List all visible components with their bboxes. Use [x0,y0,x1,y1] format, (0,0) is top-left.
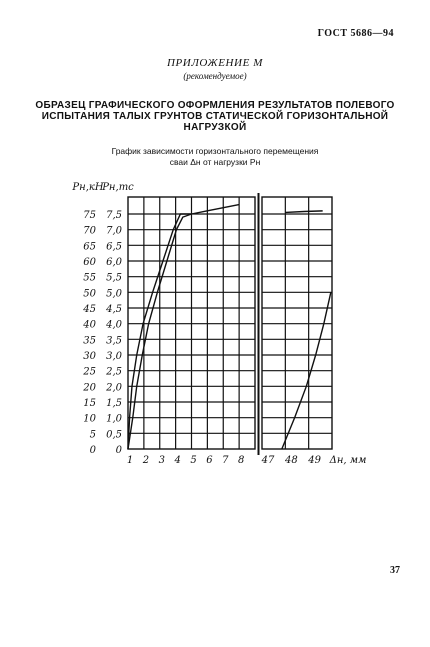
caption-line: сваи Δн от нагрузки Pн [169,157,261,167]
y-tick-label-tf: 7,5 [106,210,122,221]
title-line: ОБРАЗЕЦ ГРАФИЧЕСКОГО ОФОРМЛЕНИЯ РЕЗУЛЬТАТОВ ПОЛЕВОГО [35,100,395,111]
y-tick-label-tf: 6,5 [106,241,122,253]
y-tick-label-tf: 5,5 [106,272,122,284]
y-tick-label-tf: 2,5 [106,366,122,378]
x-axis-label: Δн, мм [329,455,367,466]
page-number: 37 [390,565,400,576]
title-line: НАГРУЗКОЙ [183,122,247,133]
y-tick-label-kn: 5 [89,429,96,441]
y-tick-label-tf: 3,5 [106,335,122,347]
y-tick-label-tf: 1,5 [106,398,122,409]
y-tick-label-kn: 30 [83,351,96,362]
y-tick-label-tf: 1,0 [106,413,122,425]
y-tick-label-tf: 3,0 [106,351,122,362]
y-tick-label-kn: 10 [83,413,96,425]
x-tick-label: 48 [284,455,298,466]
appendix-title: ПРИЛОЖЕНИЕ М [166,57,264,69]
y-tick-label-kn: 65 [83,241,96,253]
appendix-subtitle: (рекомендуемое) [183,71,247,81]
y-tick-label-tf: 4,0 [106,319,122,331]
y-tick-label-tf: 0 [115,445,122,456]
x-tick-label: 2 [142,455,150,466]
x-tick-label: 4 [174,455,181,466]
y-tick-label-tf: 2,0 [106,382,122,394]
y-tick-label-kn: 20 [83,382,96,394]
y-tick-label-tf: 5,0 [106,288,122,300]
y-axis-label-kn: Pн,кН [72,182,104,193]
x-tick-label: 3 [158,455,165,466]
x-tick-label: 8 [237,455,245,466]
y-tick-label-kn: 70 [83,225,96,237]
x-tick-label: 47 [261,455,275,466]
x-tick-label: 49 [308,455,322,466]
y-tick-label-kn: 35 [83,335,96,347]
title-line: ИСПЫТАНИЯ ТАЛЫХ ГРУНТОВ СТАТИЧЕСКОЙ ГОРИЗОНТАЛЬНОЙ [41,111,389,122]
y-tick-label-tf: 4,5 [106,304,122,315]
y-axis-label-tf: Pн,тс [102,182,134,193]
y-tick-label-kn: 55 [83,272,96,284]
y-tick-label-kn: 60 [83,257,96,268]
x-tick-label: 1 [126,455,134,466]
series-2-line-right [285,211,322,213]
x-tick-label: 6 [206,455,213,466]
y-tick-label-kn: 75 [83,210,96,221]
y-tick-label-tf: 7,0 [106,225,122,237]
y-tick-label-tf: 0,5 [106,429,122,441]
y-tick-label-kn: 15 [83,398,96,409]
series-1-line-left [128,205,239,449]
y-tick-label-kn: 45 [83,304,96,315]
y-tick-label-kn: 50 [83,288,96,300]
y-tick-label-tf: 6,0 [106,257,122,268]
caption-line: График зависимости горизонтального перемещения [111,146,319,156]
document-code: ГОСТ 5686—94 [317,28,394,39]
x-tick-label: 5 [190,455,197,466]
y-tick-label-kn: 25 [83,366,96,378]
y-tick-label-kn: 40 [83,319,96,331]
x-tick-label: 7 [222,455,229,466]
y-tick-label-kn: 0 [89,445,96,456]
